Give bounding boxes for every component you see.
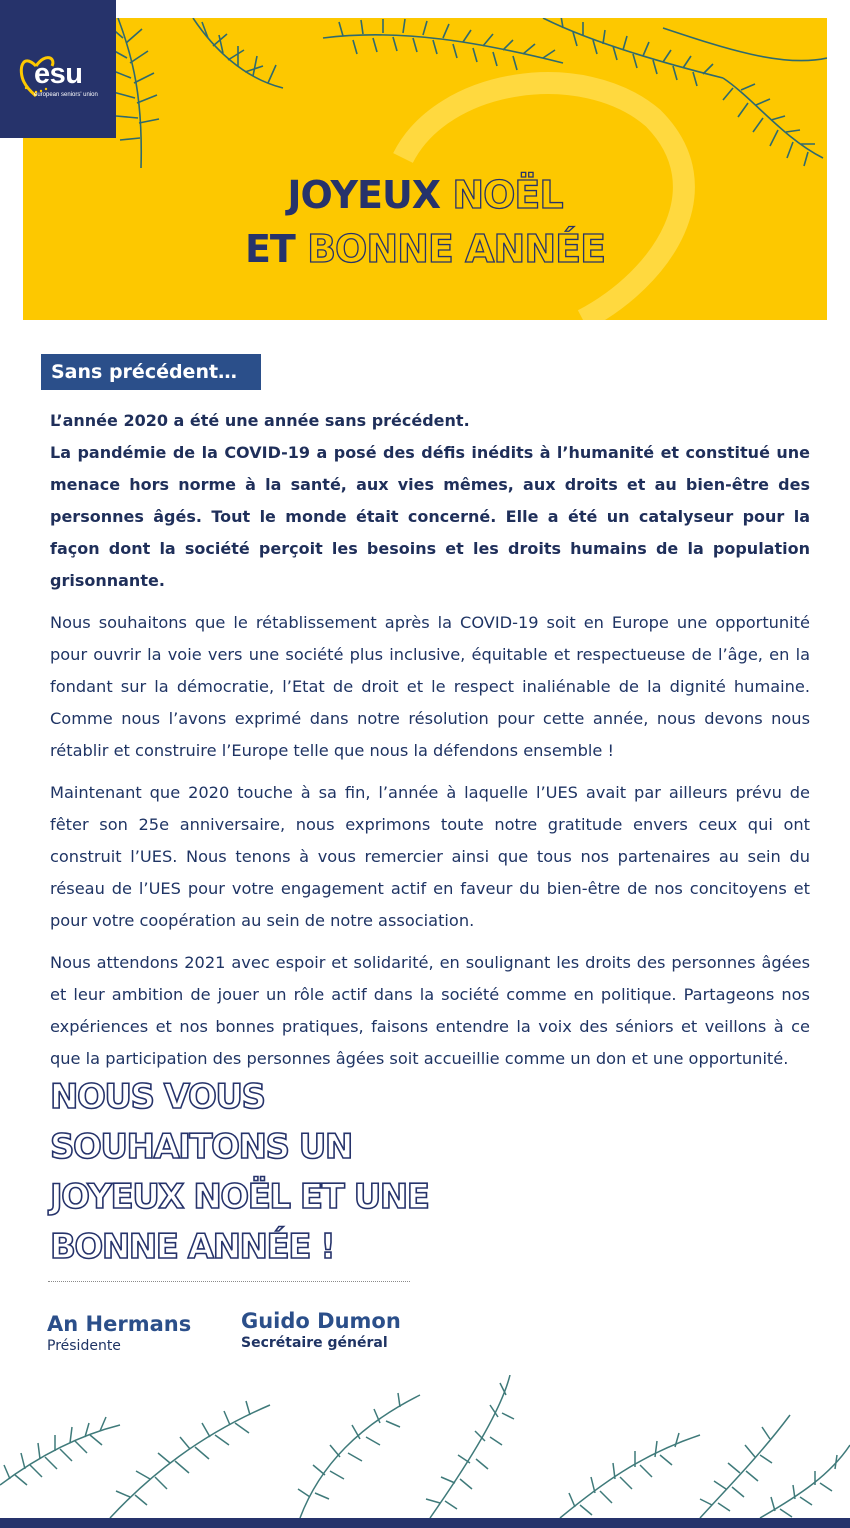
pine-branch-icon — [0, 1375, 850, 1518]
paragraph-1: Nous souhaitons que le rétablissement après la COVID-19 soit en Europe une opportunité pour ouvrir la voie vers une société plus inclusive, équitable et respectueuse de l’âge, en la fondant sur la démocratie, l’Etat de droit et le respect inaliénable de la dignité humaine. Comme nous l’avons exprimé dans notre résolution pour cette année, nous devons nous rétablir et construire l’Europe telle que nous la défendons ensemble ! — [50, 613, 810, 760]
signature-role: Secrétaire général — [241, 1335, 388, 1351]
signature-role: Présidente — [47, 1338, 121, 1354]
wish-line: NOUS VOUS — [50, 1077, 265, 1117]
signature-secretary — [241, 1309, 401, 1351]
signature-name: Guido Dumon — [241, 1309, 401, 1333]
letter-body — [50, 405, 810, 1085]
signature-divider — [48, 1281, 410, 1282]
headline-joyeux: JOYEUX — [287, 173, 441, 217]
signature-name: An Hermans — [47, 1312, 192, 1336]
footer-bar — [0, 1518, 850, 1528]
headline-et: ET — [244, 227, 295, 271]
intro-line-2: La pandémie de la COVID-19 a posé des défis inédits à l’humanité et constitué une menace hors norme à la santé, aux vies mêmes, aux droits et au bien-être des personnes âgés. Tout le monde était concerné. Elle a été un catalyseur pour la façon dont la société perçoit les besoins et les droits humains de la population grisonnante. — [50, 443, 810, 590]
headline-noel: NOËL — [452, 173, 563, 217]
paragraph-2: Maintenant que 2020 touche à sa fin, l’année à laquelle l’UES avait par ailleurs prévu de fêter son 25e anniversaire, nous exprimons toute notre gratitude envers ceux qui ont construit l’UES. Nous tenons à vous remercier ainsi que tous nos partenaires au sein du réseau de l’UES pour votre engagement actif en faveur du bien-être de nos concitoyens et pour votre coopération au sein de notre association. — [50, 783, 810, 930]
signature-president — [47, 1312, 191, 1354]
logo-wordmark: esu — [34, 58, 83, 90]
headline-bonne-annee: BONNE ANNÉE — [307, 227, 606, 271]
intro-line-1: L’année 2020 a été une année sans précédent. — [50, 411, 470, 430]
intro-bold — [50, 405, 810, 597]
paragraph-3: Nous attendons 2021 avec espoir et solidarité, en soulignant les droits des personnes âgées et leur ambition de jouer un rôle actif dans la société comme en politique. Partageons nos expériences et nos bonnes pratiques, faisons entendre la voix des séniors et veillons à ce que la participation des personnes âgées soit accueillie comme un don et une opportunité. — [50, 953, 810, 1068]
section-tag: Sans précédent… — [41, 354, 261, 390]
wish-line: JOYEUX NOËL ET UNE — [50, 1177, 429, 1217]
greeting-headline — [23, 168, 827, 276]
wish-line: SOUHAITONS UN — [50, 1127, 352, 1167]
wish-line: BONNE ANNÉE ! — [50, 1227, 335, 1267]
logo-subtitle: european seniors' union — [34, 92, 98, 98]
esu-logo — [0, 0, 116, 138]
header-banner — [23, 18, 827, 320]
holiday-wish — [50, 1072, 490, 1272]
